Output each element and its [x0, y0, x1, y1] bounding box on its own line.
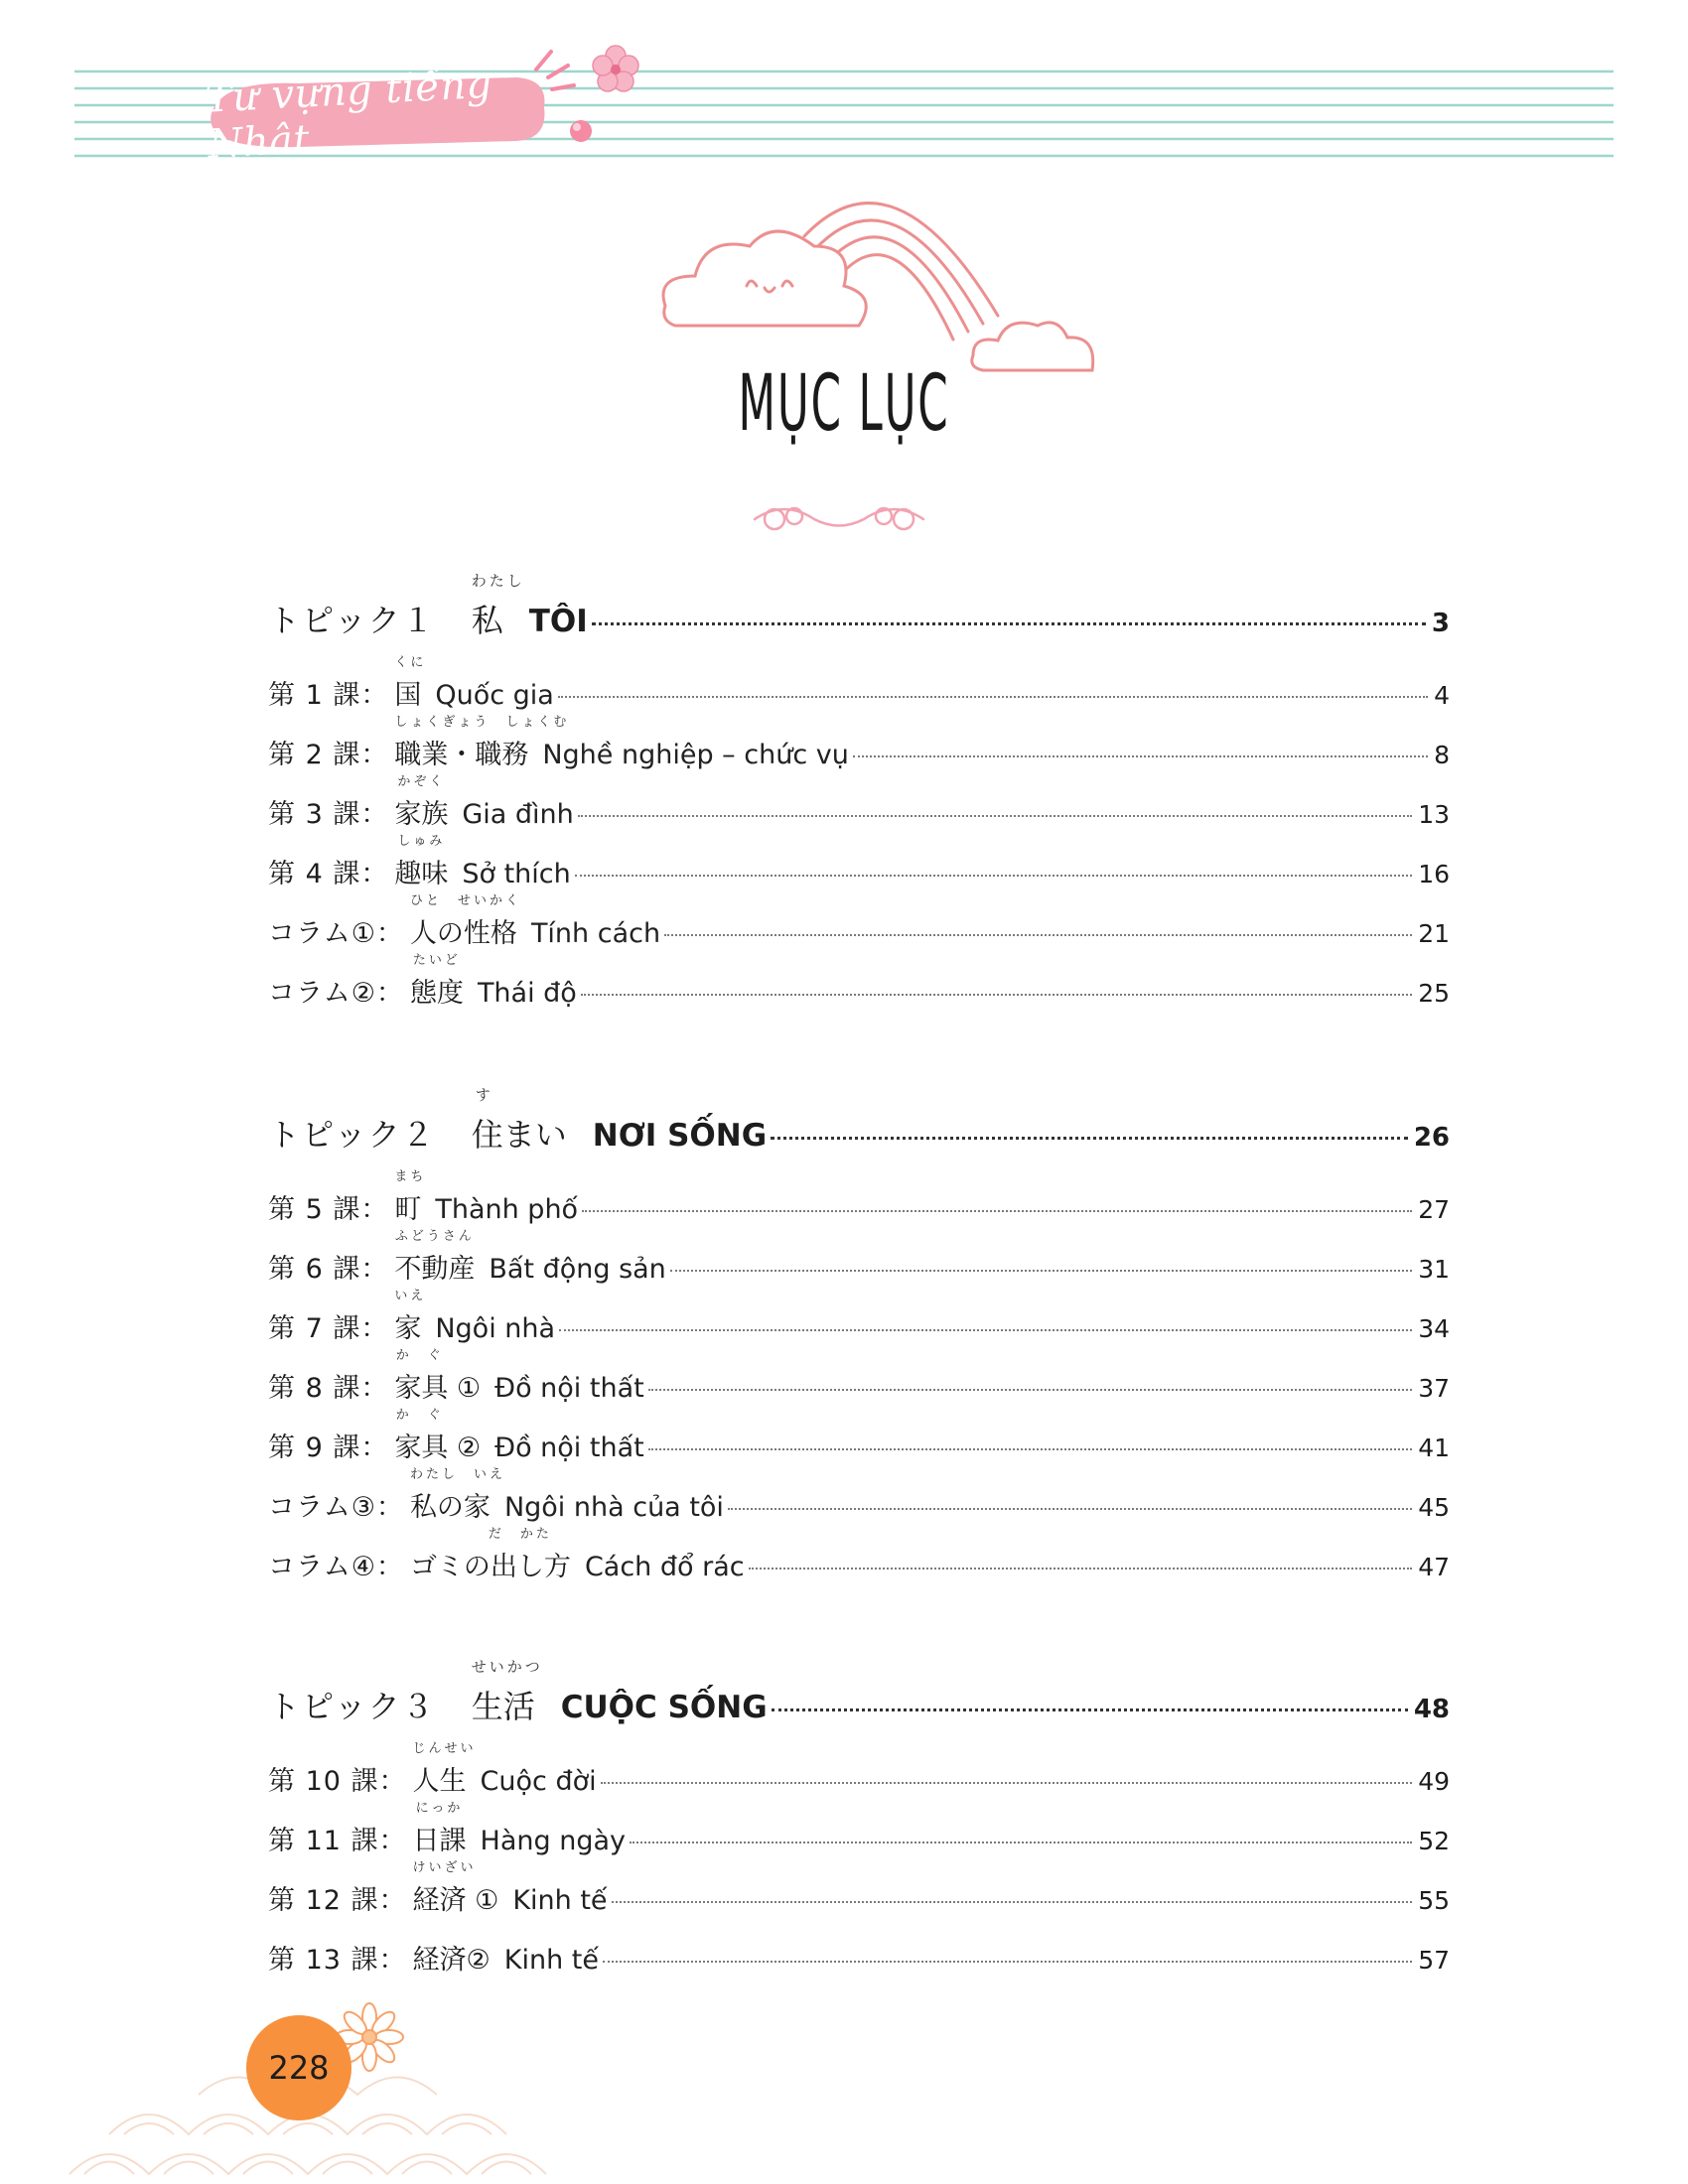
toc-entry[interactable] [268, 1801, 1450, 1857]
page-number: 3 [1431, 609, 1450, 638]
dot-leader [670, 1270, 1412, 1272]
lesson-japanese: しゅみ 趣味 [394, 852, 448, 890]
furigana: ふどうさん [394, 1229, 475, 1244]
lesson-vietnamese: Cách đổ rác [584, 1552, 745, 1582]
blossom-icon [593, 46, 638, 91]
page-number: 49 [1418, 1767, 1450, 1796]
lesson-label: 第 9 課： [268, 1433, 389, 1463]
dot-leader [612, 1901, 1413, 1903]
toc-entry[interactable] [268, 1289, 1450, 1345]
page-number: 48 [1413, 1695, 1450, 1724]
lesson-vietnamese: Hàng ngày [480, 1826, 626, 1856]
page-number: 21 [1418, 919, 1450, 948]
furigana: ひと せいかく [409, 893, 521, 908]
furigana: か ぐ [395, 1348, 444, 1363]
furigana: わたし [471, 572, 525, 590]
toc-entry[interactable] [268, 1408, 1450, 1464]
lesson-japanese: じんせい 人生 [413, 1759, 467, 1798]
toc-entry[interactable] [268, 893, 1450, 950]
furigana: けいざい [412, 1860, 477, 1875]
page-number: 31 [1418, 1255, 1450, 1284]
lesson-japanese: 経済② [412, 1945, 491, 1976]
lesson-label: 第 8 課： [268, 1373, 389, 1404]
furigana: たいど [412, 953, 461, 968]
toc-entry[interactable] [268, 655, 1450, 712]
dot-leader [648, 1448, 1412, 1450]
title-ornament [745, 494, 933, 544]
page-number: 57 [1418, 1946, 1450, 1975]
lesson-japanese: ひと せいかく 人の性格 [410, 911, 517, 950]
dot-leader [664, 934, 1412, 936]
topic-vietnamese: NƠI SỐNG [592, 1118, 768, 1154]
lesson-vietnamese: Đồ nội thất [494, 1373, 644, 1404]
furigana: す [475, 1086, 493, 1104]
topic-japanese: す 住まい [471, 1086, 567, 1154]
lesson-vietnamese: Ngôi nhà [435, 1313, 556, 1344]
furigana: いえ [394, 1289, 427, 1303]
page-number: 25 [1418, 979, 1450, 1008]
lesson-vietnamese: Ngôi nhà của tôi [503, 1492, 724, 1523]
dot-leader [592, 622, 1426, 625]
page-number: 8 [1434, 741, 1450, 769]
lesson-japanese: か ぐ 家具 ① [394, 1366, 481, 1405]
lesson-label: コラム③： [268, 1492, 404, 1523]
page-number: 55 [1418, 1886, 1450, 1915]
page-title: MỤC LỤC [738, 359, 950, 449]
page-number: 45 [1418, 1493, 1450, 1522]
lesson-vietnamese: Kinh tế [512, 1885, 608, 1916]
lesson-japanese: くに 国 [394, 673, 421, 712]
toc-topic-3[interactable] [268, 1658, 1450, 1727]
lesson-japanese: いえ 家 [394, 1306, 421, 1345]
toc-topic-2[interactable] [268, 1086, 1450, 1156]
furigana: じんせい [412, 1741, 477, 1756]
page-number: 47 [1418, 1553, 1450, 1581]
lesson-japanese: けいざい 経済 ① [413, 1878, 499, 1917]
furigana: まち [394, 1169, 427, 1184]
topic-label: トピック３ [268, 1688, 436, 1725]
furigana: にっか [415, 1801, 464, 1816]
lesson-japanese: か ぐ 家具 ② [394, 1426, 481, 1464]
toc-entry[interactable] [268, 834, 1450, 890]
lesson-vietnamese: Đồ nội thất [494, 1433, 644, 1463]
dot-leader [728, 1508, 1412, 1510]
lesson-label: 第 5 課： [268, 1194, 389, 1225]
toc-entry[interactable] [268, 1229, 1450, 1286]
page-number-badge: 228 [246, 2015, 352, 2120]
toc-topic-1[interactable] [268, 572, 1450, 641]
lesson-label: コラム②： [268, 978, 404, 1009]
dot-leader [578, 815, 1412, 817]
dot-leader [559, 1329, 1412, 1331]
lesson-japanese: しょくぎょう しょくむ 職業・職務 [394, 733, 528, 771]
lesson-label: 第 1 課： [268, 680, 389, 711]
page-number: 52 [1418, 1827, 1450, 1855]
lesson-vietnamese: Cuộc đời [480, 1766, 597, 1797]
lesson-vietnamese: Tính cách [530, 918, 661, 949]
furigana: わたし いえ [409, 1467, 505, 1482]
page-number: 41 [1418, 1433, 1450, 1462]
lesson-label: 第 7 課： [268, 1313, 389, 1344]
toc-entry[interactable] [268, 1860, 1450, 1917]
topic-label: トピック１ [268, 602, 436, 639]
lesson-japanese: かぞく 家族 [394, 792, 448, 831]
furigana: しょくぎょう しょくむ [394, 715, 570, 730]
lesson-japanese: わたし いえ 私の家 [410, 1485, 491, 1524]
lesson-japanese: だ かた ゴミの出し方 [410, 1545, 571, 1583]
dot-leader [630, 1842, 1412, 1843]
furigana: くに [394, 655, 427, 670]
page-number: 4 [1434, 681, 1450, 710]
toc-entry[interactable] [268, 1741, 1450, 1798]
topic-japanese: わたし 私 [471, 572, 525, 639]
toc-entry[interactable] [268, 1527, 1450, 1583]
lesson-label: 第 4 課： [268, 859, 389, 889]
lesson-japanese: ふどうさん 不動産 [394, 1247, 475, 1286]
dot-leader [575, 875, 1412, 877]
lesson-vietnamese: Sở thích [462, 859, 571, 889]
lesson-vietnamese: Thái độ [477, 978, 577, 1009]
lesson-vietnamese: Bất động sản [489, 1254, 666, 1285]
toc-entry[interactable] [268, 953, 1450, 1010]
lesson-label: 第 11 課： [268, 1826, 407, 1856]
page-number: 16 [1418, 860, 1450, 888]
dot-leader [772, 1708, 1408, 1711]
lesson-vietnamese: Quốc gia [435, 680, 554, 711]
lesson-vietnamese: Gia đình [462, 799, 574, 830]
topic-vietnamese: TÔI [528, 604, 588, 639]
dot-leader [603, 1961, 1412, 1963]
furigana: だ かた [488, 1527, 552, 1542]
lesson-label: コラム①： [268, 918, 404, 949]
furigana: か ぐ [395, 1408, 444, 1423]
lesson-label: 第 13 課： [268, 1945, 407, 1976]
topic-label: トピック２ [268, 1116, 436, 1154]
toc-entry[interactable] [268, 1348, 1450, 1405]
furigana: かぞく [397, 774, 446, 789]
dot-leader [771, 1137, 1408, 1140]
topic-japanese: せいかつ 生活 [471, 1658, 543, 1725]
dot-leader [749, 1568, 1413, 1570]
page-number: 27 [1418, 1195, 1450, 1224]
page-header [0, 0, 1688, 174]
toc-entry[interactable] [268, 1467, 1450, 1524]
lesson-japanese: まち 町 [394, 1187, 421, 1226]
dot-leader [853, 755, 1428, 757]
toc-entry[interactable] [268, 774, 1450, 831]
page-number: 37 [1418, 1374, 1450, 1403]
lesson-label: コラム④： [268, 1552, 404, 1582]
dot-leader [558, 696, 1428, 698]
lesson-label: 第 10 課： [268, 1766, 407, 1797]
lesson-label: 第 12 課： [268, 1885, 407, 1916]
lesson-vietnamese: Kinh tế [503, 1945, 599, 1976]
dot-leader [648, 1389, 1412, 1391]
page-number: 26 [1413, 1123, 1450, 1153]
lesson-label: 第 2 課： [268, 740, 389, 770]
dot-leader [582, 1210, 1412, 1212]
brand-title: Từ vựng tiếng Nhật [204, 61, 493, 168]
page-number: 13 [1418, 800, 1450, 829]
lesson-japanese: にっか 日課 [413, 1819, 467, 1857]
lesson-japanese: たいど 態度 [410, 971, 464, 1010]
toc-entry[interactable] [268, 715, 1450, 771]
furigana: しゅみ [397, 834, 446, 849]
dot-leader [581, 994, 1412, 996]
dot-leader [601, 1782, 1413, 1784]
furigana: せいかつ [471, 1658, 543, 1676]
lesson-label: 第 6 課： [268, 1254, 389, 1285]
toc-entry[interactable] [268, 1169, 1450, 1226]
lesson-label: 第 3 課： [268, 799, 389, 830]
lesson-vietnamese: Thành phố [435, 1194, 579, 1225]
page-number: 34 [1418, 1314, 1450, 1343]
topic-vietnamese: CUỘC SỐNG [560, 1690, 768, 1725]
lesson-vietnamese: Nghề nghiệp – chức vụ [542, 740, 849, 770]
